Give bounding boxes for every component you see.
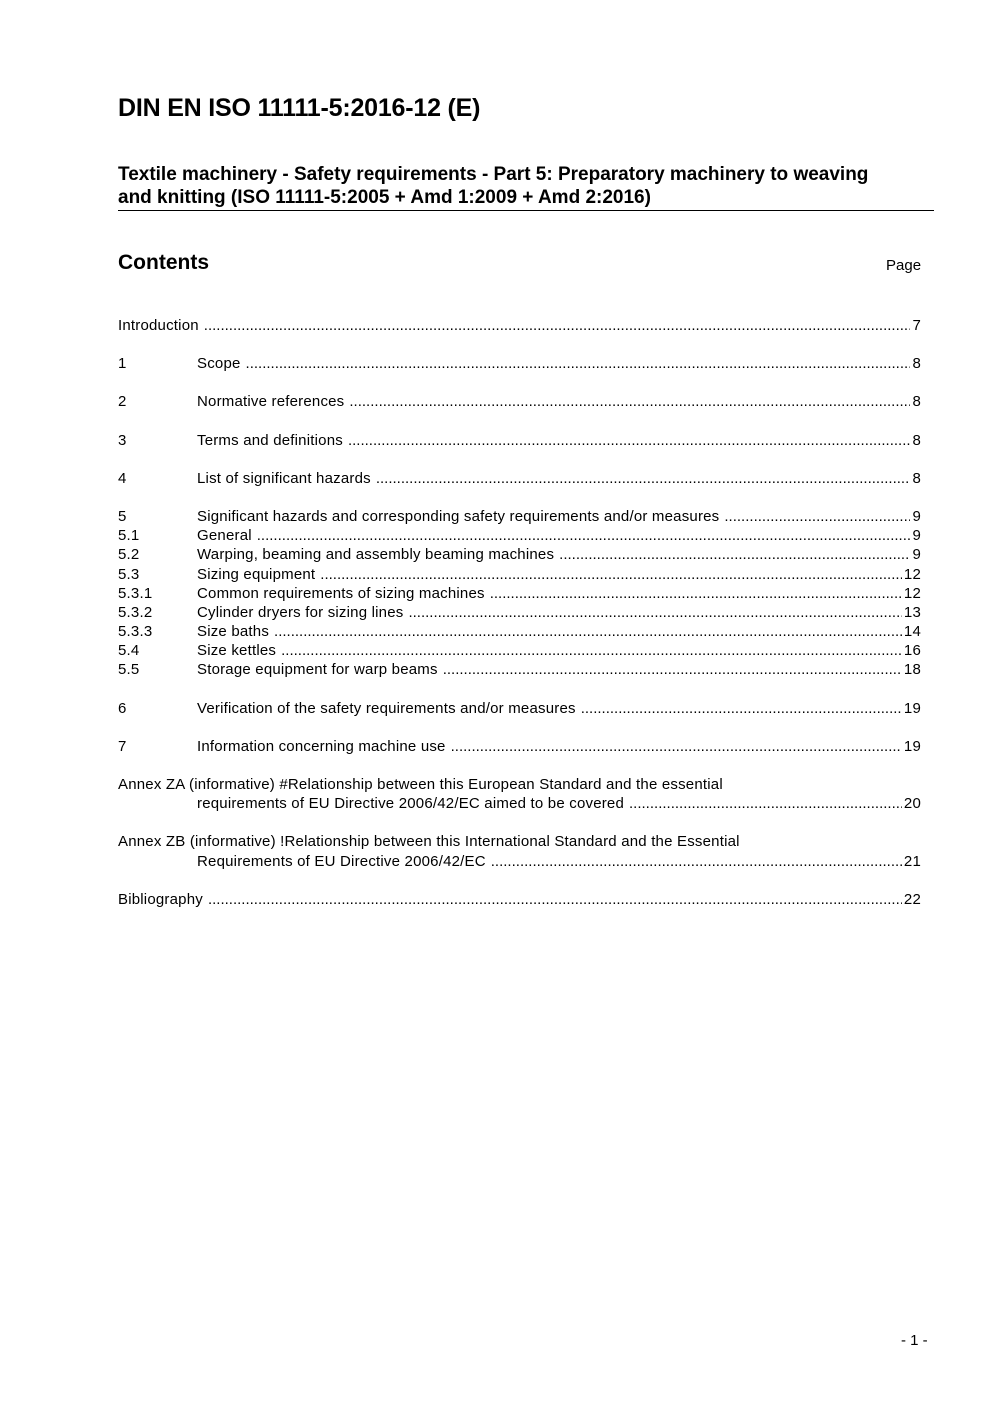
toc-entry-page: 7 <box>912 317 921 334</box>
toc-entry-title: Introduction <box>118 317 199 334</box>
toc-entry-storage-equipment[interactable] <box>118 660 921 679</box>
toc-entry-title: Size kettles <box>197 642 277 660</box>
toc-leader-dots <box>724 507 910 526</box>
toc-entry-page: 14 <box>903 623 921 641</box>
toc-entry-general[interactable] <box>118 526 921 545</box>
document-subtitle <box>118 163 933 209</box>
toc-entry-title: Sizing equipment <box>197 565 316 583</box>
toc-entry-sizing-equipment[interactable] <box>118 565 921 584</box>
toc-entry-page: 22 <box>903 890 921 908</box>
toc-entry-page: 16 <box>903 642 921 660</box>
toc-entry-title: List of significant hazards <box>197 469 371 487</box>
toc-leader-dots <box>451 737 902 756</box>
toc-entry-number: 6 <box>118 699 127 717</box>
toc-entry-significant-hazards-list[interactable] <box>118 469 921 488</box>
toc-leader-dots <box>204 316 911 335</box>
toc-entry-number: 5.3.1 <box>118 584 153 602</box>
toc-entry-title: Requirements of EU Directive 2006/42/EC <box>197 852 486 870</box>
page-column-label: Page <box>886 257 922 274</box>
toc-entry-number: 5.3.3 <box>118 623 153 641</box>
toc-entry-page: 9 <box>912 546 921 564</box>
subtitle-line-1: Textile machinery - Safety requirements - Part 5: Preparatory machinery to weaving <box>118 164 869 185</box>
title-divider <box>118 210 934 211</box>
toc-entry-title: requirements of EU Directive 2006/42/EC aimed to be covered <box>197 795 625 813</box>
toc-entry-page: 9 <box>912 507 921 525</box>
toc-entry-number: 5.4 <box>118 642 140 660</box>
toc-entry-title: Scope <box>197 355 241 373</box>
toc-entry-terms-and-definitions[interactable] <box>118 431 921 450</box>
toc-leader-dots <box>208 890 902 909</box>
toc-entry-page: 9 <box>912 527 921 545</box>
toc-leader-dots <box>281 641 902 660</box>
toc-entry-page: 8 <box>912 431 921 449</box>
subtitle-line-2: and knitting (ISO 11111-5:2005 + Amd 1:2009 + Amd 2:2016) <box>118 187 651 208</box>
toc-entry-title-line-2 <box>118 852 921 871</box>
toc-entry-title: Information concerning machine use <box>197 737 446 755</box>
toc-entry-safety-requirements[interactable] <box>118 507 921 526</box>
toc-entry-page: 21 <box>903 852 921 870</box>
document-title: DIN EN ISO 11111-5:2016-12 (E) <box>118 94 481 122</box>
toc-entry-page: 8 <box>912 355 921 373</box>
toc-entry-title-line-1: Annex ZB (informative) !Relationship between this International Standard and the Essential <box>118 833 740 851</box>
table-of-contents <box>118 316 921 909</box>
toc-leader-dots <box>246 354 911 373</box>
toc-entry-annex-zb[interactable] <box>118 832 921 870</box>
toc-entry-normative-references[interactable] <box>118 392 921 411</box>
toc-entry-title: Terms and definitions <box>197 431 343 449</box>
toc-entry-cylinder-dryers[interactable] <box>118 603 921 622</box>
toc-entry-number: 1 <box>118 355 127 373</box>
toc-entry-page: 20 <box>903 795 921 813</box>
toc-entry-number: 5.2 <box>118 546 140 564</box>
toc-leader-dots <box>559 545 910 564</box>
toc-entry-number: 5.5 <box>118 661 140 679</box>
toc-entry-page: 8 <box>912 393 921 411</box>
toc-entry-introduction[interactable] <box>118 316 921 335</box>
toc-leader-dots <box>408 603 901 622</box>
toc-entry-number: 5 <box>118 507 127 525</box>
toc-entry-page: 13 <box>903 603 921 621</box>
toc-leader-dots <box>257 526 911 545</box>
toc-leader-dots <box>376 469 911 488</box>
toc-leader-dots <box>443 660 902 679</box>
toc-leader-dots <box>274 622 902 641</box>
page-number: - 1 - <box>901 1332 928 1349</box>
toc-entry-number: 4 <box>118 469 127 487</box>
toc-entry-number: 2 <box>118 393 127 411</box>
toc-leader-dots <box>491 852 902 871</box>
toc-entry-title: Common requirements of sizing machines <box>197 584 485 602</box>
toc-entry-page: 19 <box>903 737 921 755</box>
toc-entry-page: 8 <box>912 469 921 487</box>
toc-entry-size-kettles[interactable] <box>118 641 921 660</box>
toc-entry-title: Significant hazards and corresponding safety requirements and/or measures <box>197 507 720 525</box>
toc-entry-title: Size baths <box>197 623 270 641</box>
toc-entry-title: Storage equipment for warp beams <box>197 661 438 679</box>
toc-entry-number: 5.3.2 <box>118 603 153 621</box>
toc-entry-number: 5.3 <box>118 565 140 583</box>
toc-entry-common-requirements[interactable] <box>118 584 921 603</box>
toc-leader-dots <box>581 699 902 718</box>
toc-entry-scope[interactable] <box>118 354 921 373</box>
toc-entry-title: Bibliography <box>118 890 203 908</box>
contents-heading: Contents <box>118 251 209 274</box>
toc-entry-page: 12 <box>903 565 921 583</box>
toc-entry-number: 7 <box>118 737 127 755</box>
toc-entry-number: 5.1 <box>118 527 140 545</box>
toc-entry-warping-beaming[interactable] <box>118 545 921 564</box>
toc-leader-dots <box>629 794 902 813</box>
toc-entry-title: Warping, beaming and assembly beaming machines <box>197 546 555 564</box>
toc-entry-title-line-2 <box>118 794 921 813</box>
toc-entry-page: 18 <box>903 661 921 679</box>
toc-entry-title-line-1: Annex ZA (informative) #Relationship between this European Standard and the essential <box>118 776 723 793</box>
toc-entry-title: Cylinder dryers for sizing lines <box>197 603 404 621</box>
toc-leader-dots <box>490 584 902 603</box>
toc-entry-bibliography[interactable] <box>118 890 921 909</box>
toc-leader-dots <box>349 392 910 411</box>
toc-entry-title: Verification of the safety requirements and/or measures <box>197 699 576 717</box>
toc-leader-dots <box>320 565 902 584</box>
toc-entry-page: 12 <box>903 584 921 602</box>
toc-entry-title: Normative references <box>197 393 345 411</box>
toc-entry-verification[interactable] <box>118 699 921 718</box>
toc-leader-dots <box>348 431 911 450</box>
toc-entry-page: 19 <box>903 699 921 717</box>
toc-entry-annex-za[interactable] <box>118 775 921 813</box>
toc-entry-size-baths[interactable] <box>118 622 921 641</box>
toc-entry-title: General <box>197 527 252 545</box>
toc-entry-machine-use-information[interactable] <box>118 737 921 756</box>
toc-entry-number: 3 <box>118 431 127 449</box>
